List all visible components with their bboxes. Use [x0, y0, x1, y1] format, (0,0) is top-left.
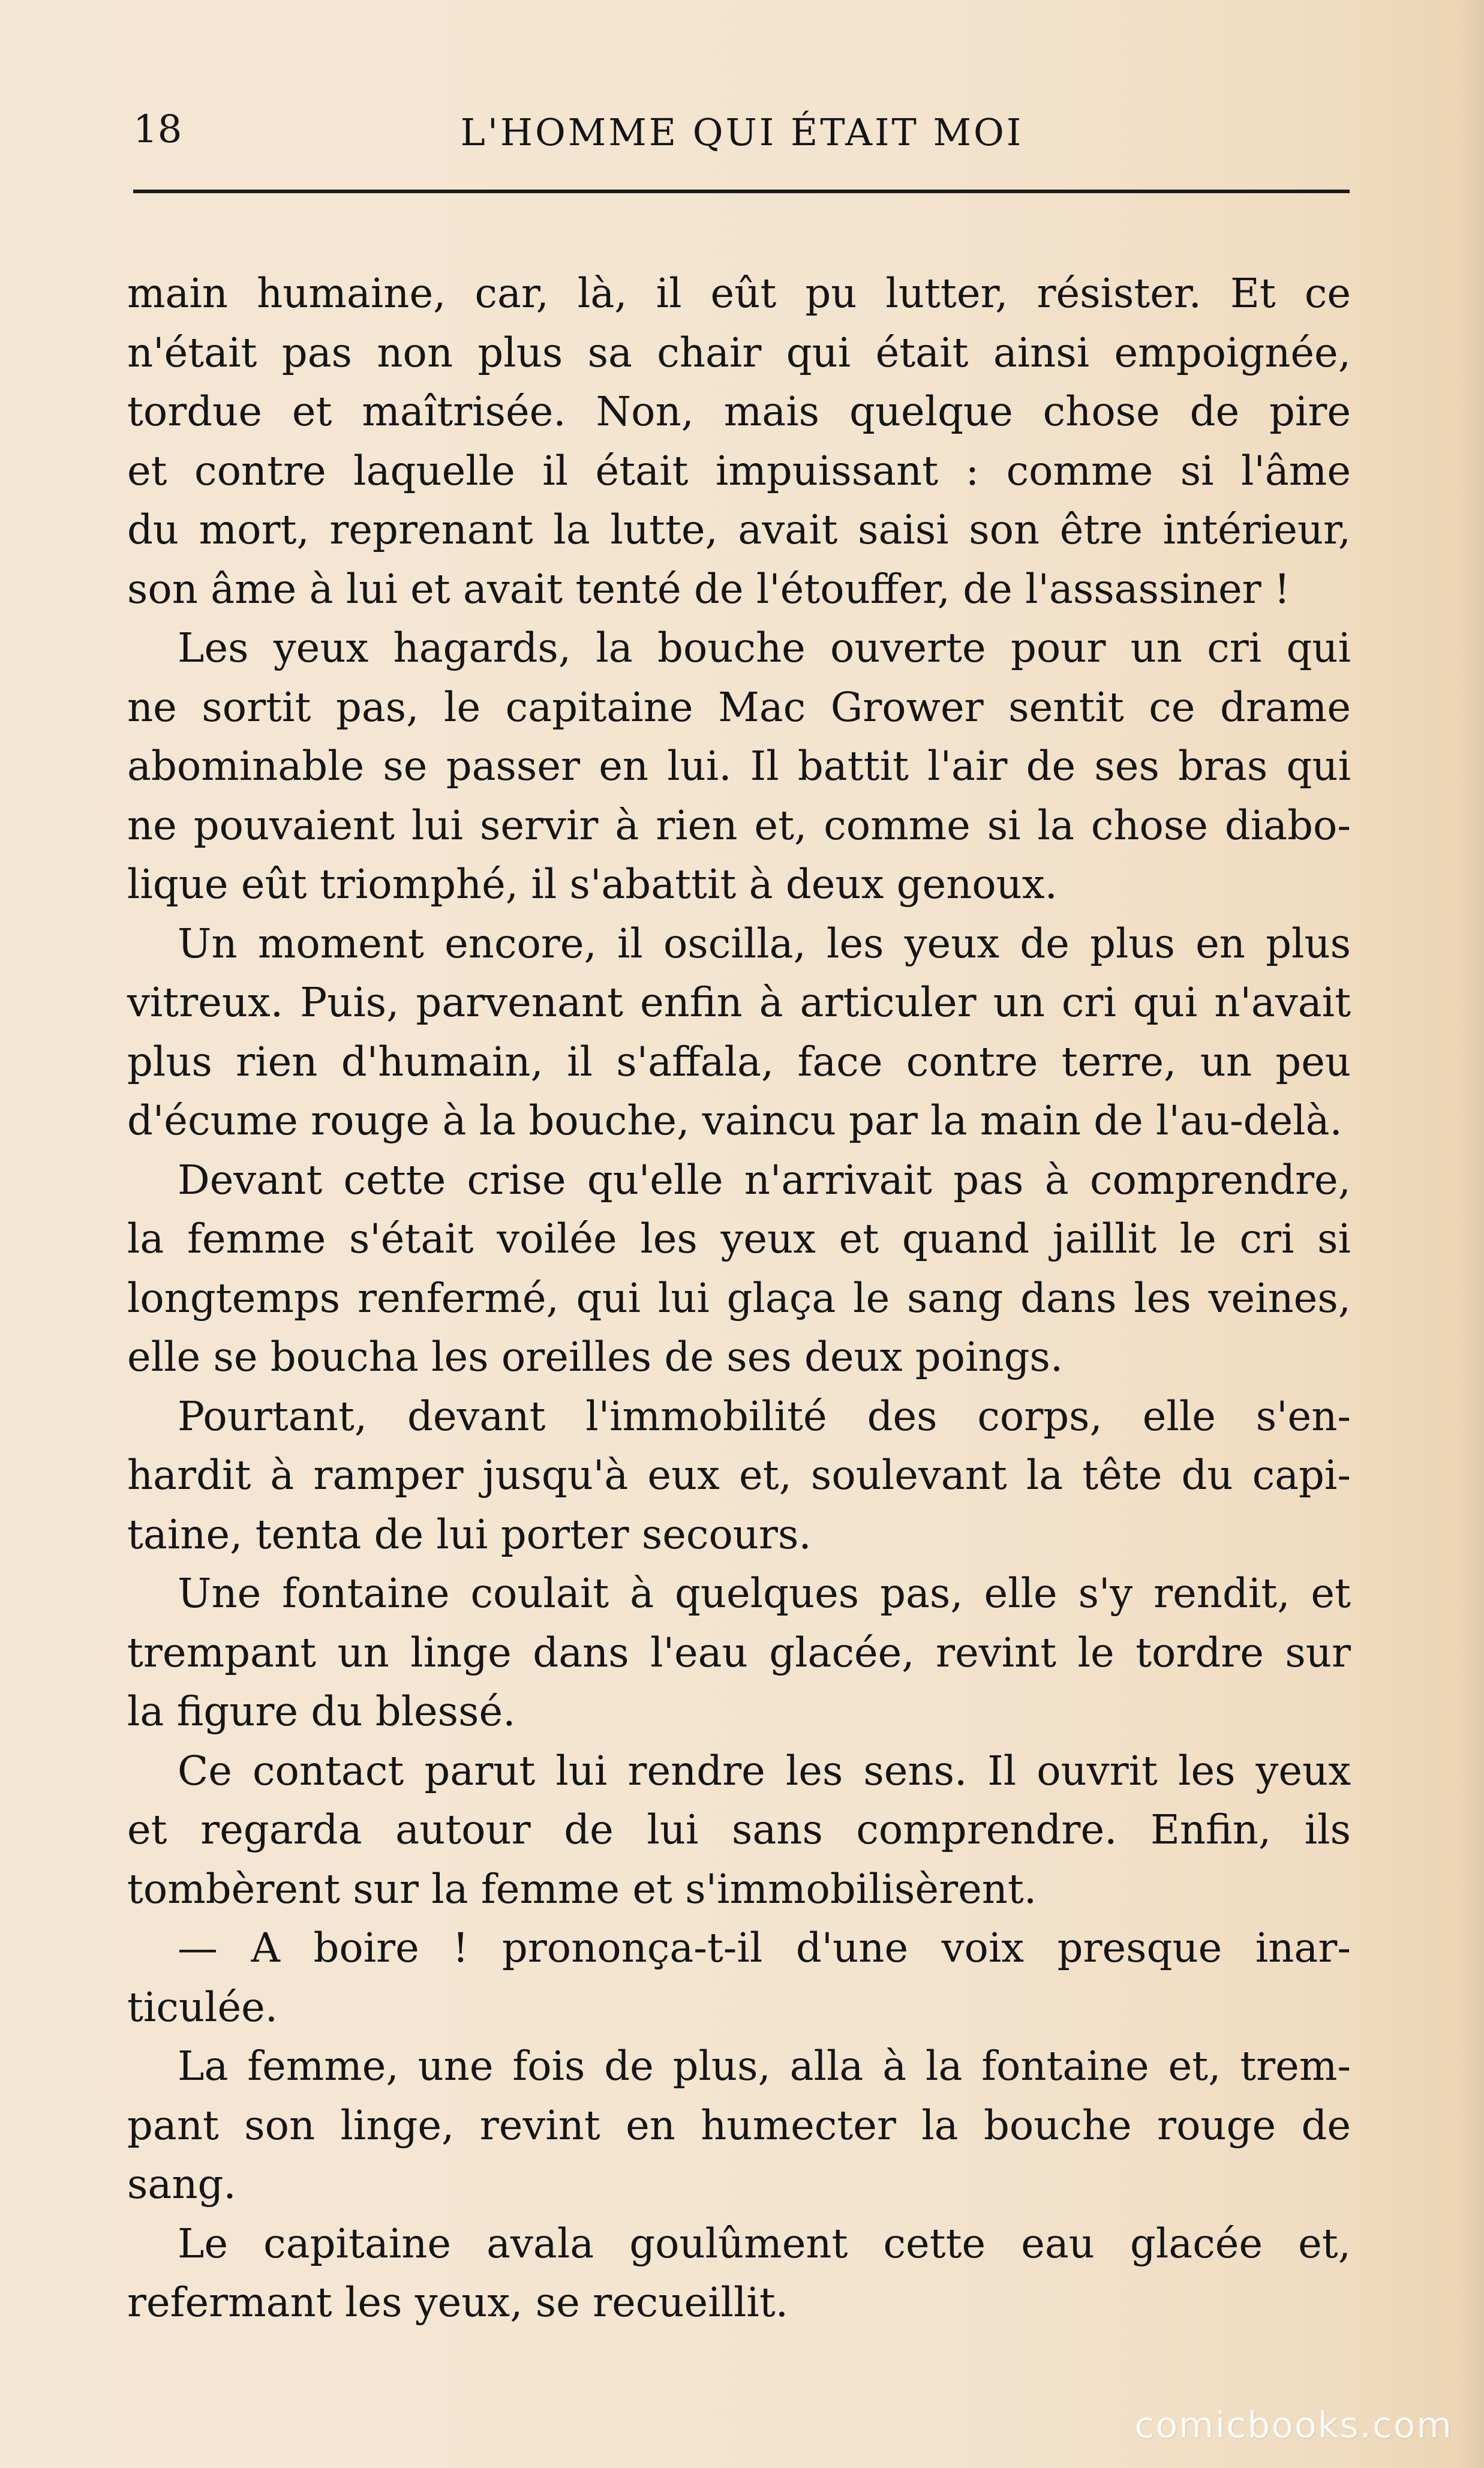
text-line: Les yeux hagards, la bouche ouverte pour un cri qui: [178, 624, 1351, 671]
text-line: Le capitaine avala goulûment cette eau glacée et,: [178, 2220, 1351, 2267]
running-title: L'HOMME QUI ÉTAIT MOI: [460, 110, 1024, 154]
header-rule: [133, 190, 1350, 193]
text-line: tombèrent sur la femme et s'immobilisèrent.: [127, 1865, 1037, 1912]
text-line: taine, tenta de lui porter secours.: [127, 1511, 812, 1558]
text-line: trempant un linge dans l'eau glacée, revint le tordre sur: [127, 1629, 1351, 1676]
text-line: Devant cette crise qu'elle n'arrivait pas à comprendre,: [178, 1156, 1351, 1203]
text-line: ne pouvaient lui servir à rien et, comme si la chose diabo-: [127, 801, 1351, 849]
text-line: sang.: [127, 2161, 236, 2208]
body-text: [127, 264, 1351, 2332]
watermark: comicbooks.com: [1134, 2404, 1453, 2446]
text-line: ticulée.: [127, 1983, 278, 2031]
text-line: Un moment encore, il oscilla, les yeux de plus en plus: [178, 920, 1351, 967]
text-line: du mort, reprenant la lutte, avait saisi son être intérieur,: [127, 506, 1351, 553]
text-line: la figure du blessé.: [127, 1688, 516, 1735]
text-line: pant son linge, revint en humecter la bouche rouge de: [127, 2101, 1351, 2149]
text-line: hardit à ramper jusqu'à eux et, soulevant la tête du capi-: [127, 1452, 1351, 1499]
text-line: ne sortit pas, le capitaine Mac Grower sentit ce drame: [127, 683, 1351, 731]
text-line: refermant les yeux, se recueillit.: [127, 2279, 789, 2326]
text-line: et regarda autour de lui sans comprendre. Enfin, ils: [127, 1806, 1351, 1853]
text-line: la femme s'était voilée les yeux et quand jaillit le cri si: [127, 1215, 1351, 1262]
text-line: Pourtant, devant l'immobilité des corps, elle s'en-: [178, 1392, 1351, 1440]
text-line: longtemps renfermé, qui lui glaça le sang dans les veines,: [127, 1274, 1351, 1322]
text-line: son âme à lui et avait tenté de l'étouffer, de l'assassiner !: [127, 565, 1290, 613]
text-line: abominable se passer en lui. Il battit l'air de ses bras qui: [127, 743, 1351, 789]
text-line: tordue et maîtrisée. Non, mais quelque chose de pire: [127, 388, 1351, 435]
text-line: plus rien d'humain, il s'affala, face contre terre, un peu: [127, 1038, 1351, 1085]
text-line: main humaine, car, là, il eût pu lutter, résister. Et ce: [127, 270, 1351, 317]
text-line: Ce contact parut lui rendre les sens. Il ouvrit les yeux: [178, 1747, 1351, 1794]
text-line: n'était pas non plus sa chair qui était ainsi empoignée,: [127, 329, 1351, 376]
text-line: et contre laquelle il était impuissant : comme si l'âme: [127, 447, 1351, 494]
text-line: elle se boucha les oreilles de ses deux poings.: [127, 1334, 1064, 1380]
page-number: 18: [133, 107, 182, 152]
page-edge-shading: [1460, 0, 1484, 2468]
text-line: — A boire ! prononça-t-il d'une voix presque inar-: [178, 1924, 1351, 1971]
text-line: La femme, une fois de plus, alla à la fontaine et, trem-: [178, 2043, 1351, 2089]
text-line: vitreux. Puis, parvenant enfin à articuler un cri qui n'avait: [127, 979, 1351, 1026]
text-line: lique eût triomphé, il s'abattit à deux genoux.: [127, 861, 1058, 908]
text-line: Une fontaine coulait à quelques pas, elle s'y rendit, et: [178, 1570, 1351, 1617]
text-line: d'écume rouge à la bouche, vaincu par la main de l'au-delà.: [127, 1097, 1342, 1144]
